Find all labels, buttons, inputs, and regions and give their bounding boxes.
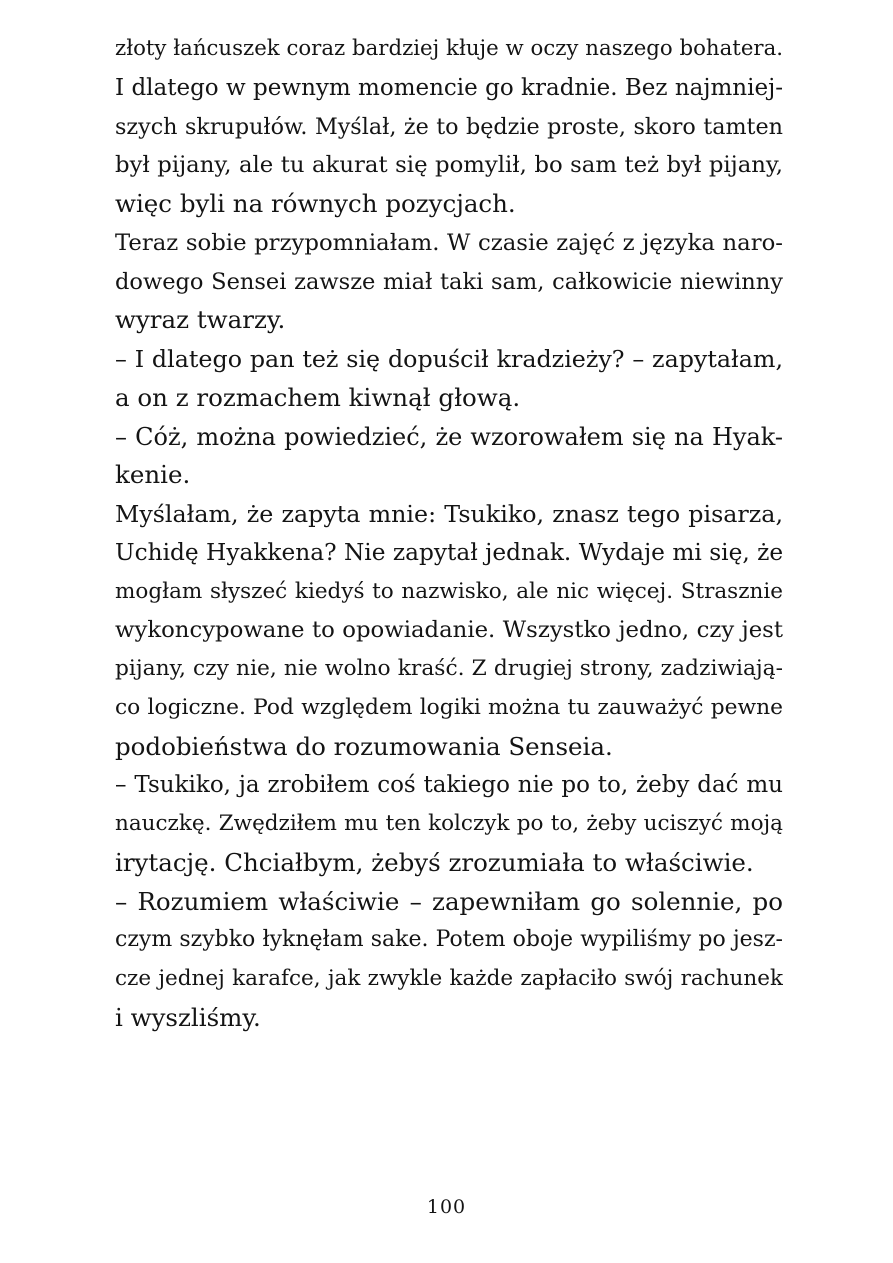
text-line: – Tsukiko, ja zrobiłem coś takiego nie po to, żeby dać mu: [115, 772, 783, 799]
text-line: pijany, czy nie, nie wolno kraść. Z drugiej strony, zadziwiają-: [115, 656, 783, 681]
text-line: mogłam słyszeć kiedyś to nazwisko, ale nic więcej. Strasznie: [115, 578, 783, 604]
body-text: [115, 30, 783, 1038]
text-line: I dlatego w pewnym momencie go kradnie. Bez najmniej-: [115, 74, 783, 101]
text-line: nauczkę. Zwędziłem mu ten kolczyk po to, żeby uciszyć moją: [115, 811, 783, 836]
text-line: wykoncypowane to opowiadanie. Wszystko jedno, czy jest: [115, 617, 783, 644]
text-line: – I dlatego pan też się dopuścił kradzieży? – zapytałam,: [115, 345, 783, 373]
text-line: – Rozumiem właściwie – zapewniłam go solennie, po: [115, 886, 783, 916]
text-line: co logiczne. Pod względem logiki można tu zauważyć pewne: [115, 694, 783, 720]
text-line: dowego Sensei zawsze miał taki sam, całkowicie niewinny: [115, 268, 783, 295]
text-line: Uchidę Hyakkena? Nie zapytał jednak. Wydaje mi się, że: [115, 538, 783, 566]
text-line: i wyszliśmy.: [115, 1002, 261, 1032]
text-line: złoty łańcuszek coraz bardziej kłuje w oczy naszego bohatera.: [115, 36, 783, 61]
text-line: wyraz twarzy.: [115, 305, 286, 335]
text-line: Teraz sobie przypomniałam. W czasie zajęć z języka naro-: [115, 229, 783, 256]
text-line: a on z rozmachem kiwnął głową.: [115, 382, 521, 412]
text-line: kenie.: [115, 460, 191, 490]
text-line: – Cóż, można powiedzieć, że wzorowałem się na Hyak-: [115, 422, 783, 451]
text-line: Myślałam, że zapyta mnie: Tsukiko, znasz tego pisarza,: [115, 500, 783, 528]
text-line: irytację. Chciałbym, żebyś zrozumiała to właściwie.: [115, 847, 754, 877]
text-line: cze jednej karafce, jak zwykle każde zapłaciło swój rachunek: [115, 966, 783, 991]
page-number: 100: [426, 1196, 467, 1218]
text-line: był pijany, ale tu akurat się pomylił, bo sam też był pijany,: [115, 152, 783, 179]
text-line: podobieństwa do rozumowania Senseia.: [115, 731, 613, 761]
text-line: szych skrupułów. Myślał, że to będzie proste, skoro tamten: [115, 113, 783, 140]
text-line: więc byli na równych pozycjach.: [115, 189, 516, 218]
text-line: czym szybko łyknęłam sake. Potem oboje wypiliśmy po jesz-: [115, 927, 783, 953]
